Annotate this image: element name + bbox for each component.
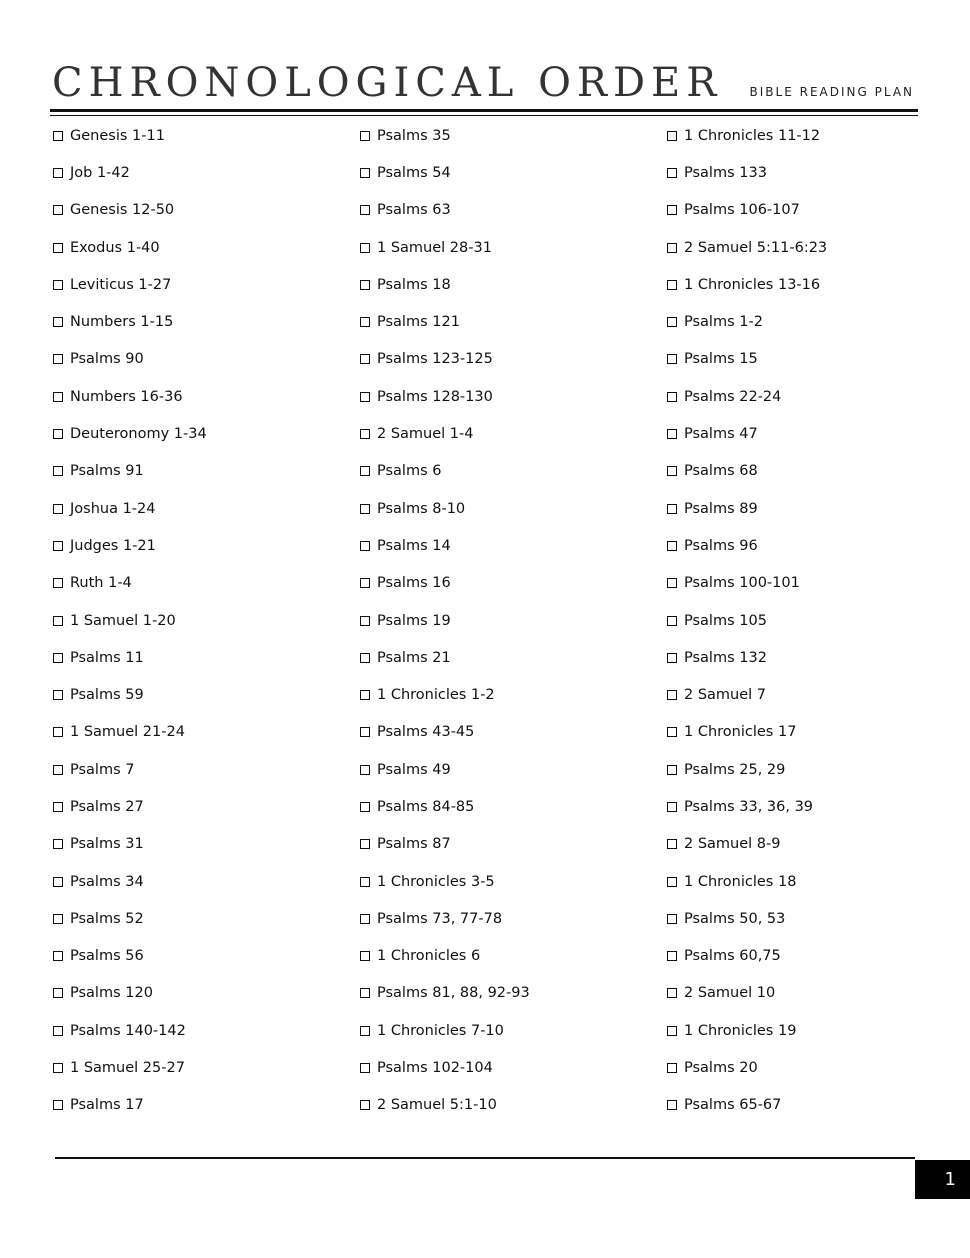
- checkbox[interactable]: [53, 914, 63, 924]
- reading-item[interactable]: [53, 1012, 207, 1049]
- reading-item[interactable]: [360, 192, 530, 229]
- reading-item[interactable]: [360, 602, 530, 639]
- reading-item[interactable]: [53, 714, 207, 751]
- reading-item-label: Psalms 31: [70, 836, 144, 853]
- reading-item-label: 1 Chronicles 3-5: [377, 873, 495, 890]
- reading-item[interactable]: [667, 1049, 827, 1086]
- checkbox[interactable]: [667, 131, 677, 141]
- checkbox[interactable]: [667, 466, 677, 476]
- checkbox[interactable]: [53, 765, 63, 775]
- reading-item[interactable]: [667, 676, 827, 713]
- reading-item-label: Psalms 133: [684, 164, 767, 181]
- reading-item[interactable]: [53, 1049, 207, 1086]
- reading-item[interactable]: [53, 863, 207, 900]
- reading-item[interactable]: [53, 938, 207, 975]
- checkbox[interactable]: [53, 168, 63, 178]
- reading-item-label: Genesis 12-50: [70, 202, 175, 219]
- checkbox[interactable]: [667, 354, 677, 364]
- reading-item[interactable]: [667, 192, 827, 229]
- reading-item[interactable]: [53, 266, 207, 303]
- reading-item-label: Psalms 33, 36, 39: [684, 798, 814, 815]
- checkbox[interactable]: [360, 541, 370, 551]
- page-subtitle: BIBLE READING PLAN: [749, 85, 914, 99]
- checkbox[interactable]: [53, 392, 63, 402]
- reading-item-label: Psalms 96: [684, 537, 758, 554]
- reading-item-label: 1 Samuel 25-27: [70, 1060, 185, 1077]
- reading-item-label: Psalms 11: [70, 649, 144, 666]
- checkbox[interactable]: [53, 1100, 63, 1110]
- checkbox[interactable]: [360, 280, 370, 290]
- reading-item[interactable]: [360, 565, 530, 602]
- checkbox[interactable]: [360, 354, 370, 364]
- checkbox[interactable]: [667, 839, 677, 849]
- page-number-box: [915, 1160, 970, 1199]
- reading-item-label: Psalms 15: [684, 351, 758, 368]
- reading-item-label: Psalms 123-125: [377, 351, 493, 368]
- checkbox[interactable]: [667, 802, 677, 812]
- reading-item[interactable]: [360, 714, 530, 751]
- reading-item-label: Psalms 132: [684, 649, 767, 666]
- reading-item[interactable]: [53, 639, 207, 676]
- reading-item[interactable]: [53, 154, 207, 191]
- reading-item-label: 1 Chronicles 1-2: [377, 687, 495, 704]
- reading-item[interactable]: [53, 192, 207, 229]
- checkbox[interactable]: [360, 1026, 370, 1036]
- reading-item-label: Psalms 90: [70, 351, 144, 368]
- checkbox[interactable]: [360, 727, 370, 737]
- reading-item[interactable]: [667, 229, 827, 266]
- reading-item[interactable]: [53, 117, 207, 154]
- reading-item[interactable]: [360, 938, 530, 975]
- checkbox[interactable]: [53, 466, 63, 476]
- checkbox[interactable]: [667, 1063, 677, 1073]
- checkbox[interactable]: [667, 392, 677, 402]
- checkbox[interactable]: [360, 317, 370, 327]
- checkbox[interactable]: [667, 690, 677, 700]
- reading-item-label: Psalms 59: [70, 687, 144, 704]
- reading-item[interactable]: [667, 453, 827, 490]
- checkbox[interactable]: [360, 616, 370, 626]
- checkbox[interactable]: [53, 727, 63, 737]
- reading-item[interactable]: [53, 565, 207, 602]
- reading-item[interactable]: [53, 676, 207, 713]
- reading-item[interactable]: [53, 378, 207, 415]
- checkbox[interactable]: [667, 429, 677, 439]
- reading-item-label: 1 Chronicles 11-12: [684, 127, 821, 144]
- reading-item-label: Deuteronomy 1-34: [70, 426, 207, 443]
- checkbox[interactable]: [667, 578, 677, 588]
- checkbox[interactable]: [667, 653, 677, 663]
- reading-item-label: Psalms 100-101: [684, 575, 800, 592]
- reading-item[interactable]: [53, 602, 207, 639]
- reading-item-label: Psalms 17: [70, 1097, 144, 1114]
- reading-item[interactable]: [53, 1087, 207, 1124]
- checkbox[interactable]: [667, 168, 677, 178]
- reading-item-label: Psalms 43-45: [377, 724, 475, 741]
- reading-item-label: Psalms 81, 88, 92-93: [377, 985, 530, 1002]
- reading-item[interactable]: [667, 266, 827, 303]
- reading-item-label: 1 Chronicles 17: [684, 724, 797, 741]
- checkbox[interactable]: [360, 131, 370, 141]
- reading-item[interactable]: [360, 453, 530, 490]
- reading-item[interactable]: [667, 154, 827, 191]
- reading-column-2: [360, 117, 530, 1124]
- checkbox[interactable]: [53, 1063, 63, 1073]
- reading-item[interactable]: [667, 975, 827, 1012]
- checkbox[interactable]: [53, 1026, 63, 1036]
- reading-item-label: Psalms 6: [377, 463, 442, 480]
- checkbox[interactable]: [360, 1100, 370, 1110]
- checkbox[interactable]: [667, 765, 677, 775]
- checkbox[interactable]: [667, 504, 677, 514]
- reading-item-label: Psalms 91: [70, 463, 144, 480]
- checkbox[interactable]: [53, 354, 63, 364]
- reading-item[interactable]: [360, 826, 530, 863]
- reading-item-label: Numbers 1-15: [70, 314, 174, 331]
- reading-item-label: Psalms 128-130: [377, 388, 493, 405]
- reading-item[interactable]: [360, 975, 530, 1012]
- checkbox[interactable]: [667, 243, 677, 253]
- checkbox[interactable]: [360, 765, 370, 775]
- checkbox[interactable]: [53, 839, 63, 849]
- reading-item[interactable]: [360, 751, 530, 788]
- reading-item[interactable]: [667, 1087, 827, 1124]
- reading-item-label: Exodus 1-40: [70, 239, 160, 256]
- reading-item-label: Job 1-42: [70, 164, 130, 181]
- reading-item[interactable]: [360, 266, 530, 303]
- reading-item-label: Psalms 65-67: [684, 1097, 782, 1114]
- checkbox[interactable]: [53, 131, 63, 141]
- checkbox[interactable]: [53, 541, 63, 551]
- checkbox[interactable]: [667, 951, 677, 961]
- header-rule-thick: [50, 109, 918, 112]
- reading-item[interactable]: [53, 900, 207, 937]
- reading-item[interactable]: [360, 117, 530, 154]
- reading-item[interactable]: [360, 1012, 530, 1049]
- page-number: 1: [944, 1169, 956, 1190]
- reading-item[interactable]: [360, 341, 530, 378]
- reading-item-label: Psalms 89: [684, 500, 758, 517]
- reading-item-label: 2 Samuel 5:1-10: [377, 1097, 497, 1114]
- reading-item[interactable]: [667, 527, 827, 564]
- reading-item[interactable]: [53, 229, 207, 266]
- reading-item[interactable]: [360, 415, 530, 452]
- reading-item-label: Psalms 54: [377, 164, 451, 181]
- reading-item-label: Psalms 63: [377, 202, 451, 219]
- reading-item-label: Psalms 105: [684, 612, 767, 629]
- reading-item-label: Psalms 16: [377, 575, 451, 592]
- reading-item-label: Psalms 21: [377, 649, 451, 666]
- reading-item[interactable]: [53, 341, 207, 378]
- reading-item[interactable]: [53, 415, 207, 452]
- reading-item[interactable]: [667, 602, 827, 639]
- checkbox[interactable]: [360, 988, 370, 998]
- reading-item-label: 2 Samuel 8-9: [684, 836, 781, 853]
- reading-item-label: 2 Samuel 5:11-6:23: [684, 239, 828, 256]
- checkbox[interactable]: [667, 914, 677, 924]
- reading-item[interactable]: [53, 453, 207, 490]
- checkbox[interactable]: [53, 951, 63, 961]
- reading-item-label: 1 Samuel 1-20: [70, 612, 176, 629]
- reading-item[interactable]: [667, 490, 827, 527]
- checkbox[interactable]: [360, 466, 370, 476]
- reading-item[interactable]: [53, 975, 207, 1012]
- reading-item-label: Joshua 1-24: [70, 500, 156, 517]
- reading-item-label: 1 Chronicles 18: [684, 873, 797, 890]
- checkbox[interactable]: [667, 877, 677, 887]
- reading-item-label: Psalms 49: [377, 761, 451, 778]
- reading-item[interactable]: [360, 378, 530, 415]
- reading-item-label: Numbers 16-36: [70, 388, 183, 405]
- header-rule-thin: [50, 115, 918, 116]
- checkbox[interactable]: [360, 653, 370, 663]
- reading-item-label: 1 Chronicles 13-16: [684, 276, 821, 293]
- checkbox[interactable]: [667, 1100, 677, 1110]
- checkbox[interactable]: [667, 317, 677, 327]
- reading-item-label: Psalms 35: [377, 127, 451, 144]
- reading-item-label: Psalms 121: [377, 314, 460, 331]
- reading-item[interactable]: [667, 378, 827, 415]
- checkbox[interactable]: [53, 578, 63, 588]
- page-title: CHRONOLOGICAL ORDER: [52, 60, 723, 106]
- reading-item-label: Psalms 7: [70, 761, 135, 778]
- reading-item[interactable]: [360, 229, 530, 266]
- checkbox[interactable]: [360, 802, 370, 812]
- checkbox[interactable]: [53, 205, 63, 215]
- reading-item[interactable]: [667, 565, 827, 602]
- reading-item-label: Psalms 22-24: [684, 388, 782, 405]
- reading-item-label: Psalms 18: [377, 276, 451, 293]
- checkbox[interactable]: [667, 205, 677, 215]
- checkbox[interactable]: [360, 877, 370, 887]
- reading-item[interactable]: [53, 751, 207, 788]
- reading-item-label: Psalms 1-2: [684, 314, 763, 331]
- checkbox[interactable]: [53, 280, 63, 290]
- checkbox[interactable]: [360, 1063, 370, 1073]
- reading-item[interactable]: [360, 490, 530, 527]
- checkbox[interactable]: [360, 243, 370, 253]
- reading-item-label: Psalms 87: [377, 836, 451, 853]
- checkbox[interactable]: [667, 616, 677, 626]
- reading-item-label: Leviticus 1-27: [70, 276, 172, 293]
- checkbox[interactable]: [667, 541, 677, 551]
- reading-item-label: Psalms 47: [684, 426, 758, 443]
- reading-item[interactable]: [53, 527, 207, 564]
- reading-item-label: 2 Samuel 1-4: [377, 426, 474, 443]
- checkbox[interactable]: [360, 205, 370, 215]
- reading-item-label: Psalms 14: [377, 537, 451, 554]
- reading-item[interactable]: [360, 639, 530, 676]
- reading-item-label: Psalms 102-104: [377, 1060, 493, 1077]
- reading-item[interactable]: [53, 490, 207, 527]
- reading-item[interactable]: [667, 341, 827, 378]
- reading-item-label: Psalms 106-107: [684, 202, 800, 219]
- checkbox[interactable]: [53, 877, 63, 887]
- reading-item-label: Psalms 84-85: [377, 798, 475, 815]
- reading-item[interactable]: [53, 788, 207, 825]
- reading-item-label: Judges 1-21: [70, 537, 156, 554]
- reading-item-label: Psalms 140-142: [70, 1022, 186, 1039]
- checkbox[interactable]: [53, 616, 63, 626]
- reading-item[interactable]: [667, 117, 827, 154]
- reading-item-label: 1 Samuel 21-24: [70, 724, 185, 741]
- checkbox[interactable]: [360, 392, 370, 402]
- reading-item-label: Psalms 25, 29: [684, 761, 786, 778]
- reading-item[interactable]: [360, 676, 530, 713]
- reading-item-label: Psalms 52: [70, 910, 144, 927]
- checkbox[interactable]: [360, 914, 370, 924]
- checkbox[interactable]: [360, 168, 370, 178]
- checkbox[interactable]: [53, 653, 63, 663]
- checkbox[interactable]: [360, 578, 370, 588]
- reading-item[interactable]: [360, 900, 530, 937]
- reading-item-label: Genesis 1-11: [70, 127, 165, 144]
- reading-item[interactable]: [667, 751, 827, 788]
- reading-item[interactable]: [53, 303, 207, 340]
- reading-item-label: Psalms 27: [70, 798, 144, 815]
- reading-item[interactable]: [667, 1012, 827, 1049]
- reading-item-label: Psalms 50, 53: [684, 910, 786, 927]
- footer-rule: [55, 1157, 915, 1159]
- reading-item[interactable]: [360, 527, 530, 564]
- reading-item[interactable]: [360, 1049, 530, 1086]
- checkbox[interactable]: [53, 317, 63, 327]
- reading-item-label: Psalms 19: [377, 612, 451, 629]
- reading-item[interactable]: [667, 415, 827, 452]
- reading-item-label: Psalms 20: [684, 1060, 758, 1077]
- reading-item[interactable]: [667, 714, 827, 751]
- checkbox[interactable]: [53, 243, 63, 253]
- checkbox[interactable]: [53, 429, 63, 439]
- checkbox[interactable]: [667, 280, 677, 290]
- reading-item[interactable]: [667, 826, 827, 863]
- checkbox[interactable]: [360, 429, 370, 439]
- reading-item[interactable]: [667, 900, 827, 937]
- reading-item[interactable]: [53, 826, 207, 863]
- reading-item-label: 2 Samuel 10: [684, 985, 776, 1002]
- reading-item-label: Psalms 8-10: [377, 500, 466, 517]
- checkbox[interactable]: [53, 690, 63, 700]
- reading-item-label: Psalms 60,75: [684, 948, 781, 965]
- checkbox[interactable]: [667, 727, 677, 737]
- reading-item-label: 1 Chronicles 6: [377, 948, 481, 965]
- checkbox[interactable]: [53, 988, 63, 998]
- checkbox[interactable]: [360, 951, 370, 961]
- reading-item-label: Ruth 1-4: [70, 575, 132, 592]
- reading-item[interactable]: [667, 863, 827, 900]
- reading-item-label: Psalms 73, 77-78: [377, 910, 503, 927]
- reading-item-label: Psalms 68: [684, 463, 758, 480]
- checkbox[interactable]: [360, 839, 370, 849]
- checkbox[interactable]: [667, 988, 677, 998]
- reading-item[interactable]: [667, 788, 827, 825]
- reading-item[interactable]: [360, 863, 530, 900]
- reading-item-label: 1 Samuel 28-31: [377, 239, 492, 256]
- reading-item[interactable]: [360, 303, 530, 340]
- reading-item[interactable]: [667, 639, 827, 676]
- reading-item[interactable]: [667, 938, 827, 975]
- reading-item[interactable]: [360, 154, 530, 191]
- checkbox[interactable]: [53, 802, 63, 812]
- reading-column-3: [667, 117, 827, 1124]
- checkbox[interactable]: [53, 504, 63, 514]
- reading-item-label: Psalms 120: [70, 985, 153, 1002]
- reading-item-label: 2 Samuel 7: [684, 687, 767, 704]
- reading-item-label: Psalms 34: [70, 873, 144, 890]
- checkbox[interactable]: [360, 504, 370, 514]
- checkbox[interactable]: [667, 1026, 677, 1036]
- reading-column-1: [53, 117, 207, 1124]
- reading-item-label: Psalms 56: [70, 948, 144, 965]
- checkbox[interactable]: [360, 690, 370, 700]
- reading-item[interactable]: [360, 788, 530, 825]
- reading-item[interactable]: [360, 1087, 530, 1124]
- reading-item-label: 1 Chronicles 19: [684, 1022, 797, 1039]
- reading-item[interactable]: [667, 303, 827, 340]
- reading-item-label: 1 Chronicles 7-10: [377, 1022, 504, 1039]
